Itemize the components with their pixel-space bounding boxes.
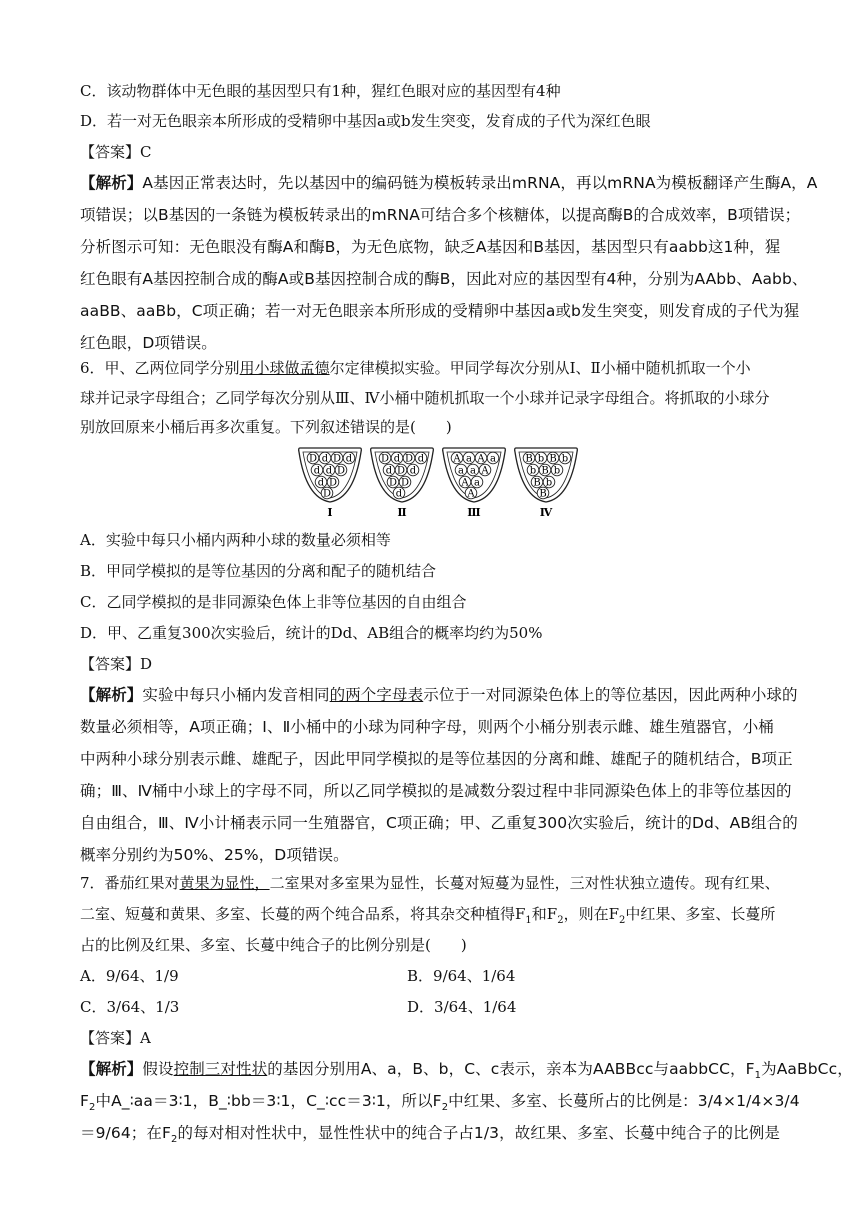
subscript: 1 [754, 1070, 762, 1082]
q7-stem-line-1 [80, 873, 800, 893]
q7-exp-text: 中A_∶aa＝3∶1，B_∶bb＝3∶1，C_∶cc＝3∶1，所以F [95, 1092, 442, 1110]
q6-explanation-line-6: 概率分别约为50%、25%，D项错误。 [80, 846, 349, 864]
q6-stem-text: 尔定律模拟实验。甲同学每次分别从Ⅰ、Ⅱ小桶中随机抓取一个小 [329, 359, 751, 377]
buckets-figure [290, 440, 590, 520]
q7-stem-text: 和F [531, 905, 558, 923]
q6-option-c: C．乙同学模拟的是非同源染色体上非等位基因的自由组合 [80, 593, 467, 611]
q7-exp-underlined: 控制三对性状 [173, 1060, 268, 1078]
bucket-label: Ⅰ [327, 506, 333, 519]
ball-letter: B [541, 465, 549, 477]
ball-letter: D [380, 453, 390, 465]
q5-explanation-line-5: aaBB、aaBb，C项正确；若一对无色眼亲本所形成的受精卵中基因a或b发生突变，则发育成的子代为猩 [80, 302, 800, 320]
subscript: 2 [441, 1102, 449, 1114]
ball-letter: d [417, 453, 425, 465]
q6-explanation-line-2: 数量必须相等，A项正确；Ⅰ、Ⅱ小桶中的小球为同种字母，则两个小桶分别表示雌、雄生殖器官，小桶 [80, 718, 774, 736]
ball-letter: d [409, 465, 417, 477]
q6-stem-line-1 [80, 358, 800, 378]
q7-stem-text: 二室、短蔓和黄果、多室、长蔓的两个纯合品系，将其杂交种植得F [80, 905, 526, 923]
bucket-2 [371, 448, 434, 519]
q6-exp-text: 实验中每只小桶内发音相同 [142, 686, 330, 704]
q7-exp-text: 假设 [142, 1060, 174, 1078]
q7-explanation-line-2 [80, 1091, 800, 1118]
bucket-label: Ⅳ [539, 506, 553, 519]
ball-letter: b [561, 453, 569, 465]
explanation-tag: 【解析】 [80, 174, 143, 192]
q7-option-b: B．9/64、1/64 [407, 967, 516, 985]
q7-option-a: A．9/64、1/9 [80, 967, 179, 985]
ball-letter: A [477, 453, 485, 465]
q7-explanation-line-3 [80, 1123, 800, 1150]
bucket-4 [515, 448, 578, 519]
ball-letter: d [395, 488, 403, 500]
ball-letter: d [321, 453, 329, 465]
ball-letter: D [336, 465, 346, 477]
q7-option-d: D．3/64、1/64 [407, 998, 517, 1016]
ball-letter: D [396, 465, 406, 477]
q6-explanation-line-1 [80, 685, 800, 705]
ball-letter: d [317, 477, 325, 489]
q7-exp-text: 的基因分别用A、a，B、b，C、c表示，亲本为AABBcc与aabbCC，F [267, 1060, 755, 1078]
subscript: 2 [557, 915, 564, 926]
q7-stem-text: 7．番茄红果对 [80, 874, 180, 892]
ball-letter: d [313, 465, 321, 477]
bucket-label: Ⅲ [467, 506, 481, 519]
ball-letter: a [466, 453, 472, 465]
ball-letter: D [388, 477, 398, 489]
q7-stem-text: 二室果对多室果为显性，长蔓对短蔓为显性，三对性状独立遗传。现有红果、 [269, 874, 780, 892]
q7-option-c: C．3/64、1/3 [80, 998, 180, 1016]
ball-letter: a [470, 465, 476, 477]
ball-letter: d [345, 453, 353, 465]
q6-option-b: B．甲同学模拟的是等位基因的分离和配子的随机结合 [80, 562, 437, 580]
q6-stem-line-3: 别放回原来小桶后再多次重复。下列叙述错误的是( ) [80, 418, 452, 436]
subscript: 2 [619, 915, 626, 926]
q7-answer: 【答案】A [80, 1029, 151, 1047]
ball-letter: a [458, 465, 464, 477]
q5-option-c: C．该动物群体中无色眼的基因型只有1种，猩红色眼对应的基因型有4种 [80, 82, 561, 100]
q6-explanation-line-3: 中两种小球分别表示雌、雄配子，因此甲同学模拟的是等位基因的分离和雌、雄配子的随机结合，B项正 [80, 750, 793, 768]
q5-answer: 【答案】C [80, 143, 152, 161]
q6-answer: 【答案】D [80, 655, 153, 673]
ball-letter: D [404, 453, 414, 465]
ball-letter: b [529, 465, 537, 477]
ball-letter: D [332, 453, 342, 465]
q6-stem-text: 6．甲、乙两位同学分别 [80, 359, 240, 377]
ball-letter: A [481, 465, 489, 477]
q6-option-a: A．实验中每只小桶内两种小球的数量必须相等 [80, 531, 391, 549]
ball-letter: D [328, 477, 338, 489]
ball-letter: a [474, 477, 480, 489]
explanation-tag: 【解析】 [80, 1060, 143, 1078]
q6-stem-line-2: 球并记录字母组合；乙同学每次分别从Ⅲ、Ⅳ小桶中随机抓取一个小球并记录字母组合。将抓取的小球分 [80, 389, 770, 407]
explanation-tag: 【解析】 [80, 686, 143, 704]
ball-letter: D [400, 477, 410, 489]
ball-letter: b [537, 453, 545, 465]
q5-explanation-line-1 [80, 173, 818, 193]
ball-letter: D [308, 453, 318, 465]
ball-letter: B [549, 453, 557, 465]
q5-explanation-line-2: 项错误；以B基因的一条链为模板转录出的mRNA可结合多个核糖体，以提高酶B的合成效率，B项错误； [80, 206, 801, 224]
ball-letter: A [467, 488, 475, 500]
subscript: 2 [89, 1102, 96, 1114]
q5-option-d: D．若一对无色眼亲本所形成的受精卵中基因a或b发生突变，发育成的子代为深红色眼 [80, 112, 651, 130]
ball-letter: A [461, 477, 469, 489]
q7-exp-text: 为AaBbCc， [761, 1060, 853, 1078]
subscript: 1 [525, 915, 532, 926]
bucket-3 [443, 448, 506, 519]
q7-stem-text: 中红果、多室、长蔓所 [625, 905, 776, 923]
q7-exp-text: ＝9/64；在F [80, 1124, 172, 1142]
q5-explanation-line-4: 红色眼有A基因控制合成的酶A或B基因控制合成的酶B，因此对应的基因型有4种，分别为AAbb、Aabb、 [80, 270, 808, 288]
ball-letter: d [385, 465, 393, 477]
q5-exp-text: A基因正常表达时，先以基因中的编码链为模板转录出mRNA，再以mRNA为模板翻译产生酶A，A [142, 174, 818, 192]
q6-explanation-line-5: 自由组合，Ⅲ、Ⅳ小计桶表示同一生殖器官，C项正确；甲、乙重复300次实验后，统计的Dd、AB组合的 [80, 814, 798, 832]
q7-exp-text: 中红果、多室、长蔓所占的比例是：3/4×1/4×3/4 [448, 1092, 800, 1110]
q7-stem-text: ，则在F [563, 905, 620, 923]
bucket-1 [299, 448, 362, 519]
ball-letter: d [393, 453, 401, 465]
q5-explanation-line-6: 红色眼，D项错误。 [80, 334, 217, 352]
ball-letter: d [325, 465, 333, 477]
q7-options-row-1 [80, 966, 800, 986]
bucket-label: Ⅱ [397, 506, 407, 519]
q6-exp-text: 示位于一对同源染色体上的等位基因，因此两种小球的 [423, 686, 798, 704]
q7-explanation-line-1 [80, 1059, 853, 1086]
ball-letter: A [453, 453, 461, 465]
ball-letter: B [533, 477, 541, 489]
q7-stem-line-3: 占的比例及红果、多室、长蔓中纯合子的比例分别是( ) [80, 936, 467, 954]
q7-exp-text: F [80, 1092, 90, 1110]
ball-letter: b [553, 465, 561, 477]
q7-stem-line-2 [80, 904, 800, 931]
subscript: 2 [171, 1134, 178, 1146]
q7-exp-text: 的每对相对性状中，显性性状中的纯合子占1/3，故红果、多室、长蔓中纯合子的比例是 [177, 1124, 780, 1142]
q6-exp-underlined: 的两个字母表 [329, 686, 424, 704]
q6-explanation-line-4: 确；Ⅲ、Ⅳ桶中小球上的字母不同，所以乙同学模拟的是减数分裂过程中非同源染色体上的非等位基因的 [80, 782, 792, 800]
ball-letter: b [545, 477, 553, 489]
q6-stem-underlined: 用小球做孟德 [239, 359, 330, 377]
ball-letter: B [525, 453, 533, 465]
q6-option-d: D．甲、乙重复300次实验后，统计的Dd、AB组合的概率均约为50% [80, 624, 543, 642]
q7-options-row-2 [80, 997, 800, 1017]
ball-letter: a [490, 453, 496, 465]
ball-letter: D [322, 488, 332, 500]
q7-stem-underlined: 黄果为显性， [179, 874, 270, 892]
q5-explanation-line-3: 分析图示可知：无色眼没有酶A和酶B，为无色底物，缺乏A基因和B基因，基因型只有aabb这1种，猩 [80, 238, 781, 256]
ball-letter: B [539, 488, 547, 500]
